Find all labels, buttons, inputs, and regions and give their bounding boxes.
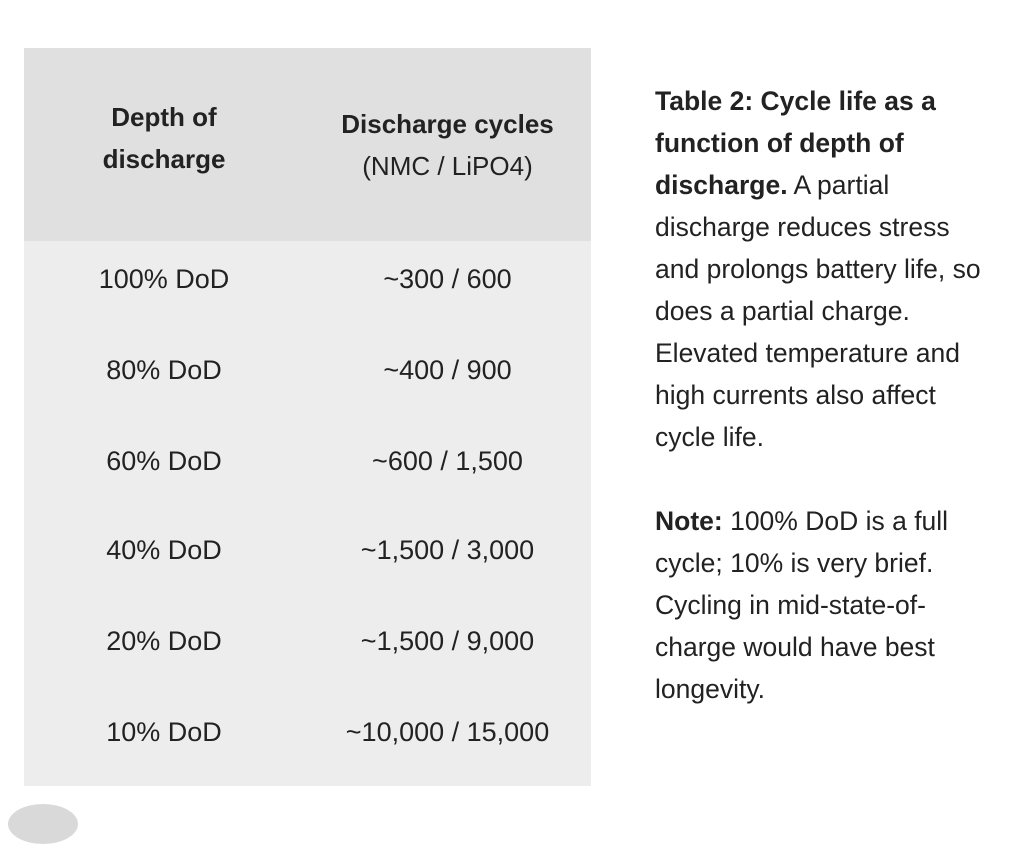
- caption-paragraph: [655, 80, 985, 458]
- row-cycles: ~10,000 / 15,000: [345, 716, 550, 747]
- row-cycles: ~600 / 1,500: [372, 445, 523, 476]
- table-row: [24, 530, 591, 570]
- partial-circle-decoration: [8, 804, 78, 844]
- row-cycles: ~1,500 / 3,000: [360, 534, 535, 565]
- row-dod: 40% DoD: [106, 534, 222, 565]
- row-cycles: ~1,500 / 9,000: [360, 625, 535, 656]
- table-row: [24, 259, 591, 299]
- row-dod: 80% DoD: [106, 354, 222, 385]
- header-col1-line2: discharge: [102, 143, 226, 174]
- caption-title: Table 2: Cycle life as a function of depth of discharge.: [655, 86, 936, 200]
- row-cycles: ~400 / 900: [383, 354, 512, 385]
- header-discharge-cycles: [304, 48, 591, 241]
- header-col2-subtitle: (NMC / LiPO4): [362, 150, 533, 181]
- row-dod: 10% DoD: [106, 716, 222, 747]
- table-row: [24, 441, 591, 481]
- header-col1-line1: Depth of: [111, 101, 217, 132]
- caption-note: [655, 500, 985, 710]
- header-col2-title: Discharge cycles: [341, 108, 554, 139]
- header-depth-of-discharge: [24, 48, 304, 241]
- caption-body: A partial discharge reduces stress and prolongs battery life, so does a partial charge. Elevated temperature and high currents also affect cycle life.: [655, 170, 981, 452]
- table-row: [24, 621, 591, 661]
- table-row: [24, 712, 591, 752]
- note-body: 100% DoD is a full cycle; 10% is very brief. Cycling in mid-state-of-charge would have best longevity.: [655, 506, 949, 704]
- row-dod: 60% DoD: [106, 445, 222, 476]
- note-label: Note:: [655, 506, 723, 536]
- cycle-life-table: [24, 48, 591, 786]
- table-header: [24, 48, 591, 241]
- table-row: [24, 350, 591, 390]
- row-cycles: ~300 / 600: [383, 263, 512, 294]
- row-dod: 100% DoD: [98, 263, 230, 294]
- table-caption: [655, 80, 985, 710]
- row-dod: 20% DoD: [106, 625, 222, 656]
